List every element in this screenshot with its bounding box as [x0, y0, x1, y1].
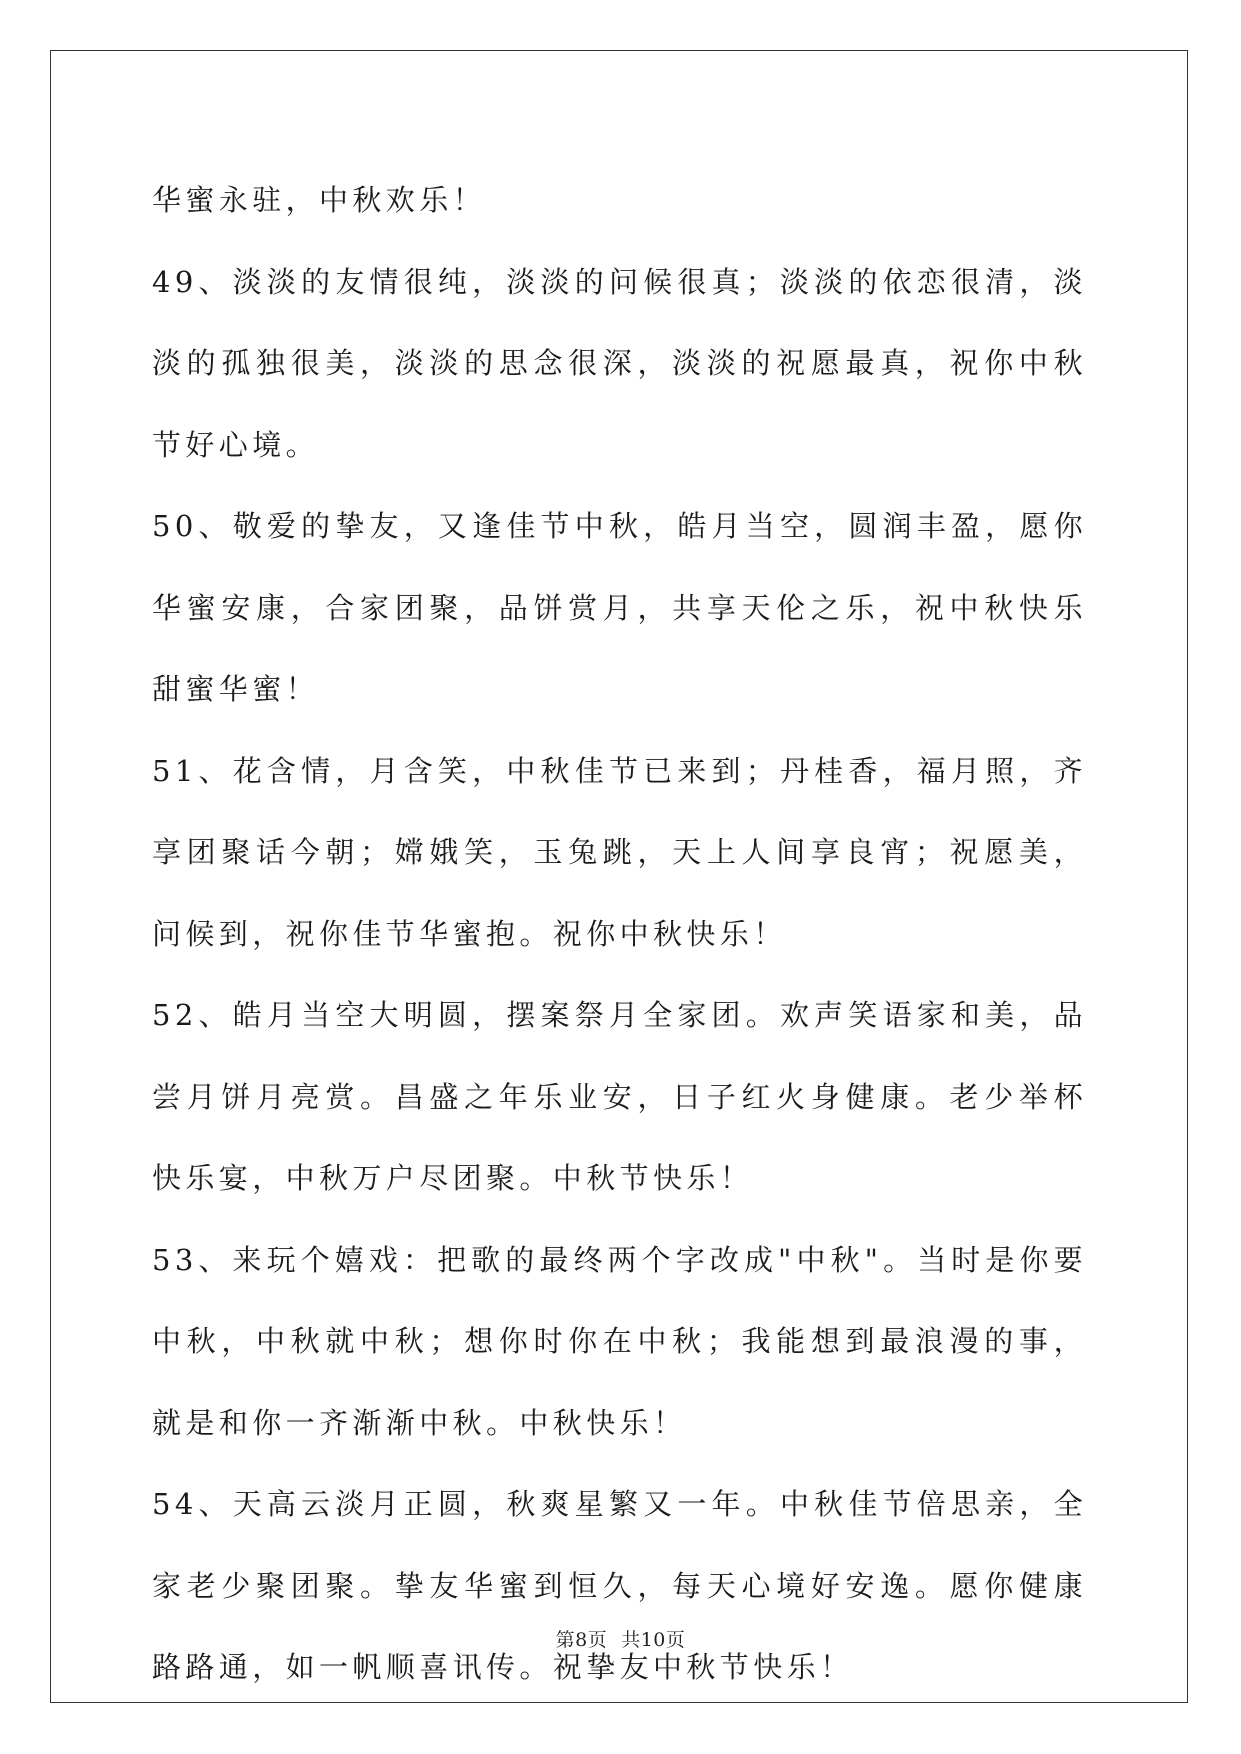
paragraph-52 — [152, 975, 1087, 1220]
paragraph-text: 华蜜永驻，中秋欢乐！ — [152, 183, 487, 217]
paragraph-continuation — [152, 160, 1087, 242]
paragraph-text: 53、来玩个嬉戏：把歌的最终两个字改成"中秋"。当时是你要中秋，中秋就中秋；想你时你在中秋；我能想到最浪漫的事，就是和你一齐渐渐中秋。中秋快乐！ — [152, 1242, 1087, 1440]
paragraph-51 — [152, 731, 1087, 976]
page-number: 第8页 — [555, 1629, 608, 1651]
page-footer — [0, 1628, 1241, 1652]
paragraph-text: 54、天高云淡月正圆，秋爽星繁又一年。中秋佳节倍思亲，全家老少聚团聚。挚友华蜜到恒久，每天心境好安逸。愿你健康路路通，如一帆顺喜讯传。祝挚友中秋节快乐！ — [152, 1487, 1087, 1684]
paragraph-text: 50、敬爱的挚友，又逢佳节中秋，皓月当空，圆润丰盈，愿你华蜜安康，合家团聚，品饼赏月，共享天伦之乐，祝中秋快乐甜蜜华蜜！ — [152, 509, 1087, 706]
paragraph-53 — [152, 1220, 1087, 1465]
paragraph-text: 52、皓月当空大明圆，摆案祭月全家团。欢声笑语家和美，品尝月饼月亮赏。昌盛之年乐业安，日子红火身健康。老少举杯快乐宴，中秋万户尽团聚。中秋节快乐！ — [152, 998, 1087, 1195]
paragraph-54 — [152, 1464, 1087, 1709]
page-total: 共10页 — [621, 1629, 686, 1651]
document-body — [152, 160, 1087, 1709]
paragraph-text: 49、淡淡的友情很纯，淡淡的问候很真；淡淡的依恋很清，淡淡的孤独很美，淡淡的思念很深，淡淡的祝愿最真，祝你中秋节好心境。 — [152, 264, 1087, 462]
paragraph-49 — [152, 242, 1087, 487]
paragraph-50 — [152, 486, 1087, 731]
paragraph-text: 51、花含情，月含笑，中秋佳节已来到；丹桂香，福月照，齐享团聚话今朝；嫦娥笑，玉兔跳，天上人间享良宵；祝愿美，问候到，祝你佳节华蜜抱。祝你中秋快乐！ — [152, 753, 1087, 951]
